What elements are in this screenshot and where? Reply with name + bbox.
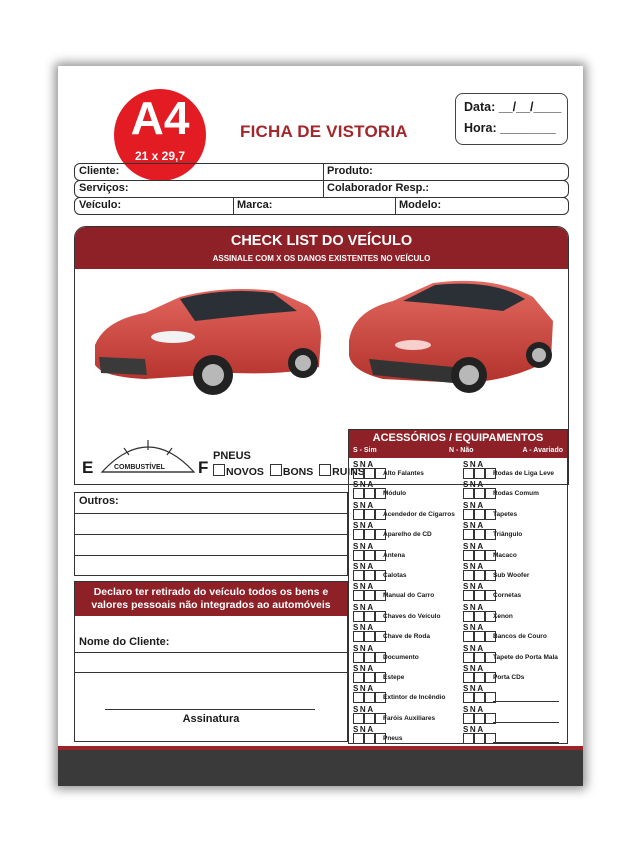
sna-header: SNA <box>353 500 375 510</box>
sna-header: SNA <box>353 704 375 714</box>
tire-good-checkbox[interactable] <box>270 464 282 476</box>
sna-header: SNA <box>353 602 375 612</box>
checklist-subtitle: ASSINALE COM X OS DANOS EXISTENTES NO VEÍCULO <box>212 254 431 263</box>
checklist-title: CHECK LIST DO VEÍCULO <box>230 233 413 249</box>
accessory-label: Rodas Comum <box>493 490 539 498</box>
sna-checkboxes <box>463 631 496 642</box>
other-line[interactable] <box>75 513 347 514</box>
tire-bad-checkbox[interactable] <box>319 464 331 476</box>
checkbox-n[interactable] <box>364 468 375 479</box>
sna-header: SNA <box>463 500 485 510</box>
checkbox-s[interactable] <box>463 590 474 601</box>
checkbox-n[interactable] <box>474 488 485 499</box>
sna-checkboxes <box>353 652 386 663</box>
tires-options <box>213 464 365 478</box>
sna-checkboxes <box>463 713 496 724</box>
checkbox-n[interactable] <box>364 713 375 724</box>
sna-checkboxes <box>463 529 496 540</box>
checkbox-s[interactable] <box>353 611 364 622</box>
sna-header: SNA <box>463 643 485 653</box>
accessory-label: Faróis Auxiliares <box>383 714 436 722</box>
collaborator-label: Colaborador Resp.: <box>327 182 430 194</box>
checkbox-s[interactable] <box>463 550 474 561</box>
sna-checkboxes <box>353 672 386 683</box>
accessory-label: Acendedor de Cigarros <box>383 510 455 518</box>
sna-checkboxes <box>463 611 496 622</box>
checkbox-s[interactable] <box>353 590 364 601</box>
declaration-box <box>74 581 348 742</box>
accessory-item <box>353 562 461 582</box>
checkbox-n[interactable] <box>364 570 375 581</box>
tire-new-label: NOVOS <box>226 466 264 478</box>
car-front-image <box>85 275 327 405</box>
checkbox-s[interactable] <box>463 631 474 642</box>
checkbox-n[interactable] <box>474 590 485 601</box>
sna-header: SNA <box>463 664 485 673</box>
accessory-item <box>463 623 571 643</box>
checkbox-n[interactable] <box>474 611 485 622</box>
checkbox-s[interactable] <box>353 570 364 581</box>
accessory-item <box>463 582 571 602</box>
accessory-label: Tapete do Porta Mala <box>493 653 558 661</box>
accessory-label: Manual do Carro <box>383 592 435 600</box>
sna-header: SNA <box>463 562 485 571</box>
tire-bad-label: RUINS <box>332 466 365 478</box>
declaration-text-line1: Declaro ter retirado do veículo todos os bens e <box>93 586 329 598</box>
other-line[interactable] <box>75 534 347 535</box>
accessory-label: Estepe <box>383 674 405 681</box>
car-rear-image <box>343 271 559 401</box>
accessory-item <box>463 521 571 541</box>
inspection-form-sheet <box>58 66 583 786</box>
fuel-label: COMBUSTÍVEL <box>114 464 165 471</box>
sna-checkboxes <box>353 713 386 724</box>
accessory-item <box>353 684 461 704</box>
sna-header: SNA <box>463 602 485 612</box>
badge-dimensions: 21 x 29,7 <box>134 149 186 163</box>
sna-checkboxes <box>463 509 496 520</box>
accessory-label: Alto Falantes <box>383 470 424 477</box>
sna-header: SNA <box>463 725 485 735</box>
tire-good-label: BONS <box>282 466 314 478</box>
accessory-label: Extintor de Incêndio <box>383 694 446 702</box>
sna-checkboxes <box>353 692 386 703</box>
accessory-item <box>353 725 461 745</box>
accessory-label: Calotas <box>383 572 407 579</box>
vehicle-label: Veículo: <box>79 199 122 211</box>
sna-checkboxes <box>353 733 386 744</box>
accessory-label: Chaves do Veículo <box>383 612 441 620</box>
sna-header: SNA <box>463 623 485 633</box>
accessory-label: Porta CDs <box>493 674 525 681</box>
accessory-item <box>353 603 461 623</box>
sna-checkboxes <box>353 550 386 561</box>
client-label: Cliente: <box>79 165 120 177</box>
services-label: Serviços: <box>79 182 129 194</box>
checkbox-s[interactable] <box>463 570 474 581</box>
checkbox-n[interactable] <box>364 652 375 663</box>
sna-header: SNA <box>353 582 375 592</box>
checkbox-s[interactable] <box>353 488 364 499</box>
sna-checkboxes <box>463 468 496 479</box>
accessory-label: Macaco <box>493 551 517 559</box>
date-time-box <box>455 93 568 145</box>
signature-line[interactable] <box>105 709 315 710</box>
checkbox-s[interactable] <box>463 733 474 744</box>
sna-header: SNA <box>353 521 375 531</box>
accessory-label: Aparelho de CD <box>383 531 432 539</box>
sna-header: SNA <box>463 684 485 694</box>
sna-checkboxes <box>463 733 496 744</box>
sna-checkboxes <box>463 488 496 499</box>
sna-checkboxes <box>353 590 386 601</box>
accessory-label: Antena <box>383 551 406 559</box>
checkbox-n[interactable] <box>474 672 485 683</box>
checkbox-n[interactable] <box>364 631 375 642</box>
accessory-item <box>353 542 461 562</box>
checkbox-s[interactable] <box>463 672 474 683</box>
info-row-client <box>74 163 569 181</box>
accessory-label: Rodas de Liga Leve <box>493 470 555 477</box>
checklist-header <box>75 227 568 269</box>
accessory-item <box>463 664 571 684</box>
accessory-item <box>463 603 571 623</box>
checkbox-n[interactable] <box>364 692 375 703</box>
checkbox-n[interactable] <box>364 509 375 520</box>
sna-header: SNA <box>463 541 485 551</box>
accessory-item <box>353 460 461 480</box>
sna-checkboxes <box>353 570 386 581</box>
product-label: Produto: <box>327 165 373 177</box>
checkbox-s[interactable] <box>353 468 364 479</box>
accessory-item <box>463 644 571 664</box>
checkbox-n[interactable] <box>474 570 485 581</box>
accessory-item <box>463 684 571 704</box>
checkbox-s[interactable] <box>463 468 474 479</box>
sna-checkboxes <box>353 631 386 642</box>
footer-band <box>58 750 583 786</box>
checkbox-s[interactable] <box>353 631 364 642</box>
checkbox-n[interactable] <box>474 713 485 724</box>
sna-checkboxes <box>353 509 386 520</box>
accessory-label: Pneus <box>383 735 403 743</box>
sna-header: SNA <box>463 704 485 714</box>
sna-header: SNA <box>353 460 375 469</box>
sna-header: SNA <box>353 643 375 653</box>
accessory-label: Tapetes <box>493 510 518 518</box>
checkbox-n[interactable] <box>364 488 375 499</box>
badge-size: A4 <box>130 92 190 144</box>
sna-checkboxes <box>463 672 496 683</box>
checkbox-s[interactable] <box>463 652 474 663</box>
accessory-label: Chave de Roda <box>383 633 430 641</box>
checkbox-n[interactable] <box>364 550 375 561</box>
fuel-empty-label: E <box>82 458 94 477</box>
sna-checkboxes <box>463 692 496 703</box>
checkbox-s[interactable] <box>353 713 364 724</box>
accessory-item <box>463 725 571 745</box>
legend-damaged: A - Avariado <box>522 447 563 454</box>
checkbox-s[interactable] <box>353 509 364 520</box>
accessory-item <box>353 521 461 541</box>
accessory-blank-line[interactable] <box>493 722 559 723</box>
checkbox-n[interactable] <box>474 468 485 479</box>
separator-line <box>75 672 347 673</box>
sna-checkboxes <box>353 611 386 622</box>
fuel-full-label: F <box>198 458 209 477</box>
accessory-label: Bancos de Couro <box>493 633 547 641</box>
checkbox-n[interactable] <box>364 672 375 683</box>
sna-checkboxes <box>463 652 496 663</box>
sna-header: SNA <box>463 582 485 592</box>
checkbox-s[interactable] <box>353 733 364 744</box>
legend-yes: S - Sim <box>353 447 377 454</box>
accessory-item <box>353 664 461 684</box>
accessories-panel <box>348 429 568 744</box>
checkbox-s[interactable] <box>463 488 474 499</box>
checkbox-n[interactable] <box>364 590 375 601</box>
sna-header: SNA <box>353 725 375 735</box>
accessory-item <box>353 501 461 521</box>
signature-label: Assinatura <box>182 713 240 725</box>
sna-header: SNA <box>353 664 375 673</box>
sna-checkboxes <box>463 590 496 601</box>
other-line[interactable] <box>75 555 347 556</box>
checkbox-n[interactable] <box>474 652 485 663</box>
sna-checkboxes <box>353 468 386 479</box>
sna-header: SNA <box>353 623 375 633</box>
sna-checkboxes <box>353 529 386 540</box>
accessory-item <box>353 705 461 725</box>
accessory-item <box>463 480 571 500</box>
sna-header: SNA <box>463 460 485 469</box>
client-name-line[interactable] <box>75 652 347 653</box>
sna-header: SNA <box>353 541 375 551</box>
checkbox-s[interactable] <box>353 529 364 540</box>
other-label: Outros: <box>79 495 119 507</box>
accessory-item <box>353 480 461 500</box>
checkbox-n[interactable] <box>474 733 485 744</box>
checkbox-n[interactable] <box>474 529 485 540</box>
accessory-label: Sub Woofer <box>493 572 530 579</box>
checkbox-n[interactable] <box>364 733 375 744</box>
sna-header: SNA <box>353 562 375 571</box>
checkbox-s[interactable] <box>353 550 364 561</box>
model-label: Modelo: <box>399 199 442 211</box>
accessory-label: Xenon <box>493 612 513 620</box>
accessory-blank-line[interactable] <box>493 742 559 743</box>
checkbox-n[interactable] <box>364 611 375 622</box>
accessory-item <box>463 562 571 582</box>
accessory-item <box>463 542 571 562</box>
sna-header: SNA <box>463 521 485 531</box>
accessory-item <box>353 623 461 643</box>
tires-title: PNEUS <box>213 450 251 462</box>
sna-header: SNA <box>353 480 375 490</box>
declaration-header <box>75 582 347 616</box>
accessory-label: Cornetas <box>493 592 522 600</box>
accessory-item <box>463 460 571 480</box>
accessory-label: Módulo <box>383 490 407 498</box>
checkbox-s[interactable] <box>353 672 364 683</box>
checkbox-s[interactable] <box>353 652 364 663</box>
other-notes-box <box>74 492 348 576</box>
accessories-title: ACESSÓRIOS / EQUIPAMENTOS <box>372 432 544 444</box>
checkbox-n[interactable] <box>474 692 485 703</box>
accessory-item <box>463 705 571 725</box>
tire-new-checkbox[interactable] <box>213 464 225 476</box>
client-name-label: Nome do Cliente: <box>79 636 170 648</box>
time-label: Hora: ________ <box>464 121 556 135</box>
accessory-label: Triângulo <box>493 531 523 539</box>
checkbox-s[interactable] <box>463 509 474 520</box>
info-row-services <box>74 180 569 198</box>
brand-label: Marca: <box>237 199 273 211</box>
checkbox-s[interactable] <box>353 692 364 703</box>
checkbox-s[interactable] <box>463 713 474 724</box>
checkbox-s[interactable] <box>463 529 474 540</box>
checkbox-s[interactable] <box>463 611 474 622</box>
info-row-vehicle <box>74 197 569 215</box>
accessory-item <box>353 644 461 664</box>
sna-checkboxes <box>463 550 496 561</box>
sna-checkboxes <box>353 488 386 499</box>
sna-header: SNA <box>353 684 375 694</box>
checkbox-n[interactable] <box>364 529 375 540</box>
accessory-item <box>353 582 461 602</box>
accessory-blank-line[interactable] <box>493 701 559 702</box>
accessory-label: Documento <box>383 653 419 661</box>
legend-no: N - Não <box>449 447 474 454</box>
accessory-item <box>463 501 571 521</box>
date-label: Data: __/__/____ <box>464 100 562 114</box>
checkbox-s[interactable] <box>463 692 474 703</box>
sna-checkboxes <box>463 570 496 581</box>
checkbox-n[interactable] <box>474 631 485 642</box>
form-title: FICHA DE VISTORIA <box>240 122 408 141</box>
declaration-text-line2: valores pessoais não integrados ao automóveis <box>91 599 331 611</box>
checkbox-n[interactable] <box>474 509 485 520</box>
checkbox-n[interactable] <box>474 550 485 561</box>
sna-header: SNA <box>463 480 485 490</box>
accessories-header <box>349 430 567 458</box>
